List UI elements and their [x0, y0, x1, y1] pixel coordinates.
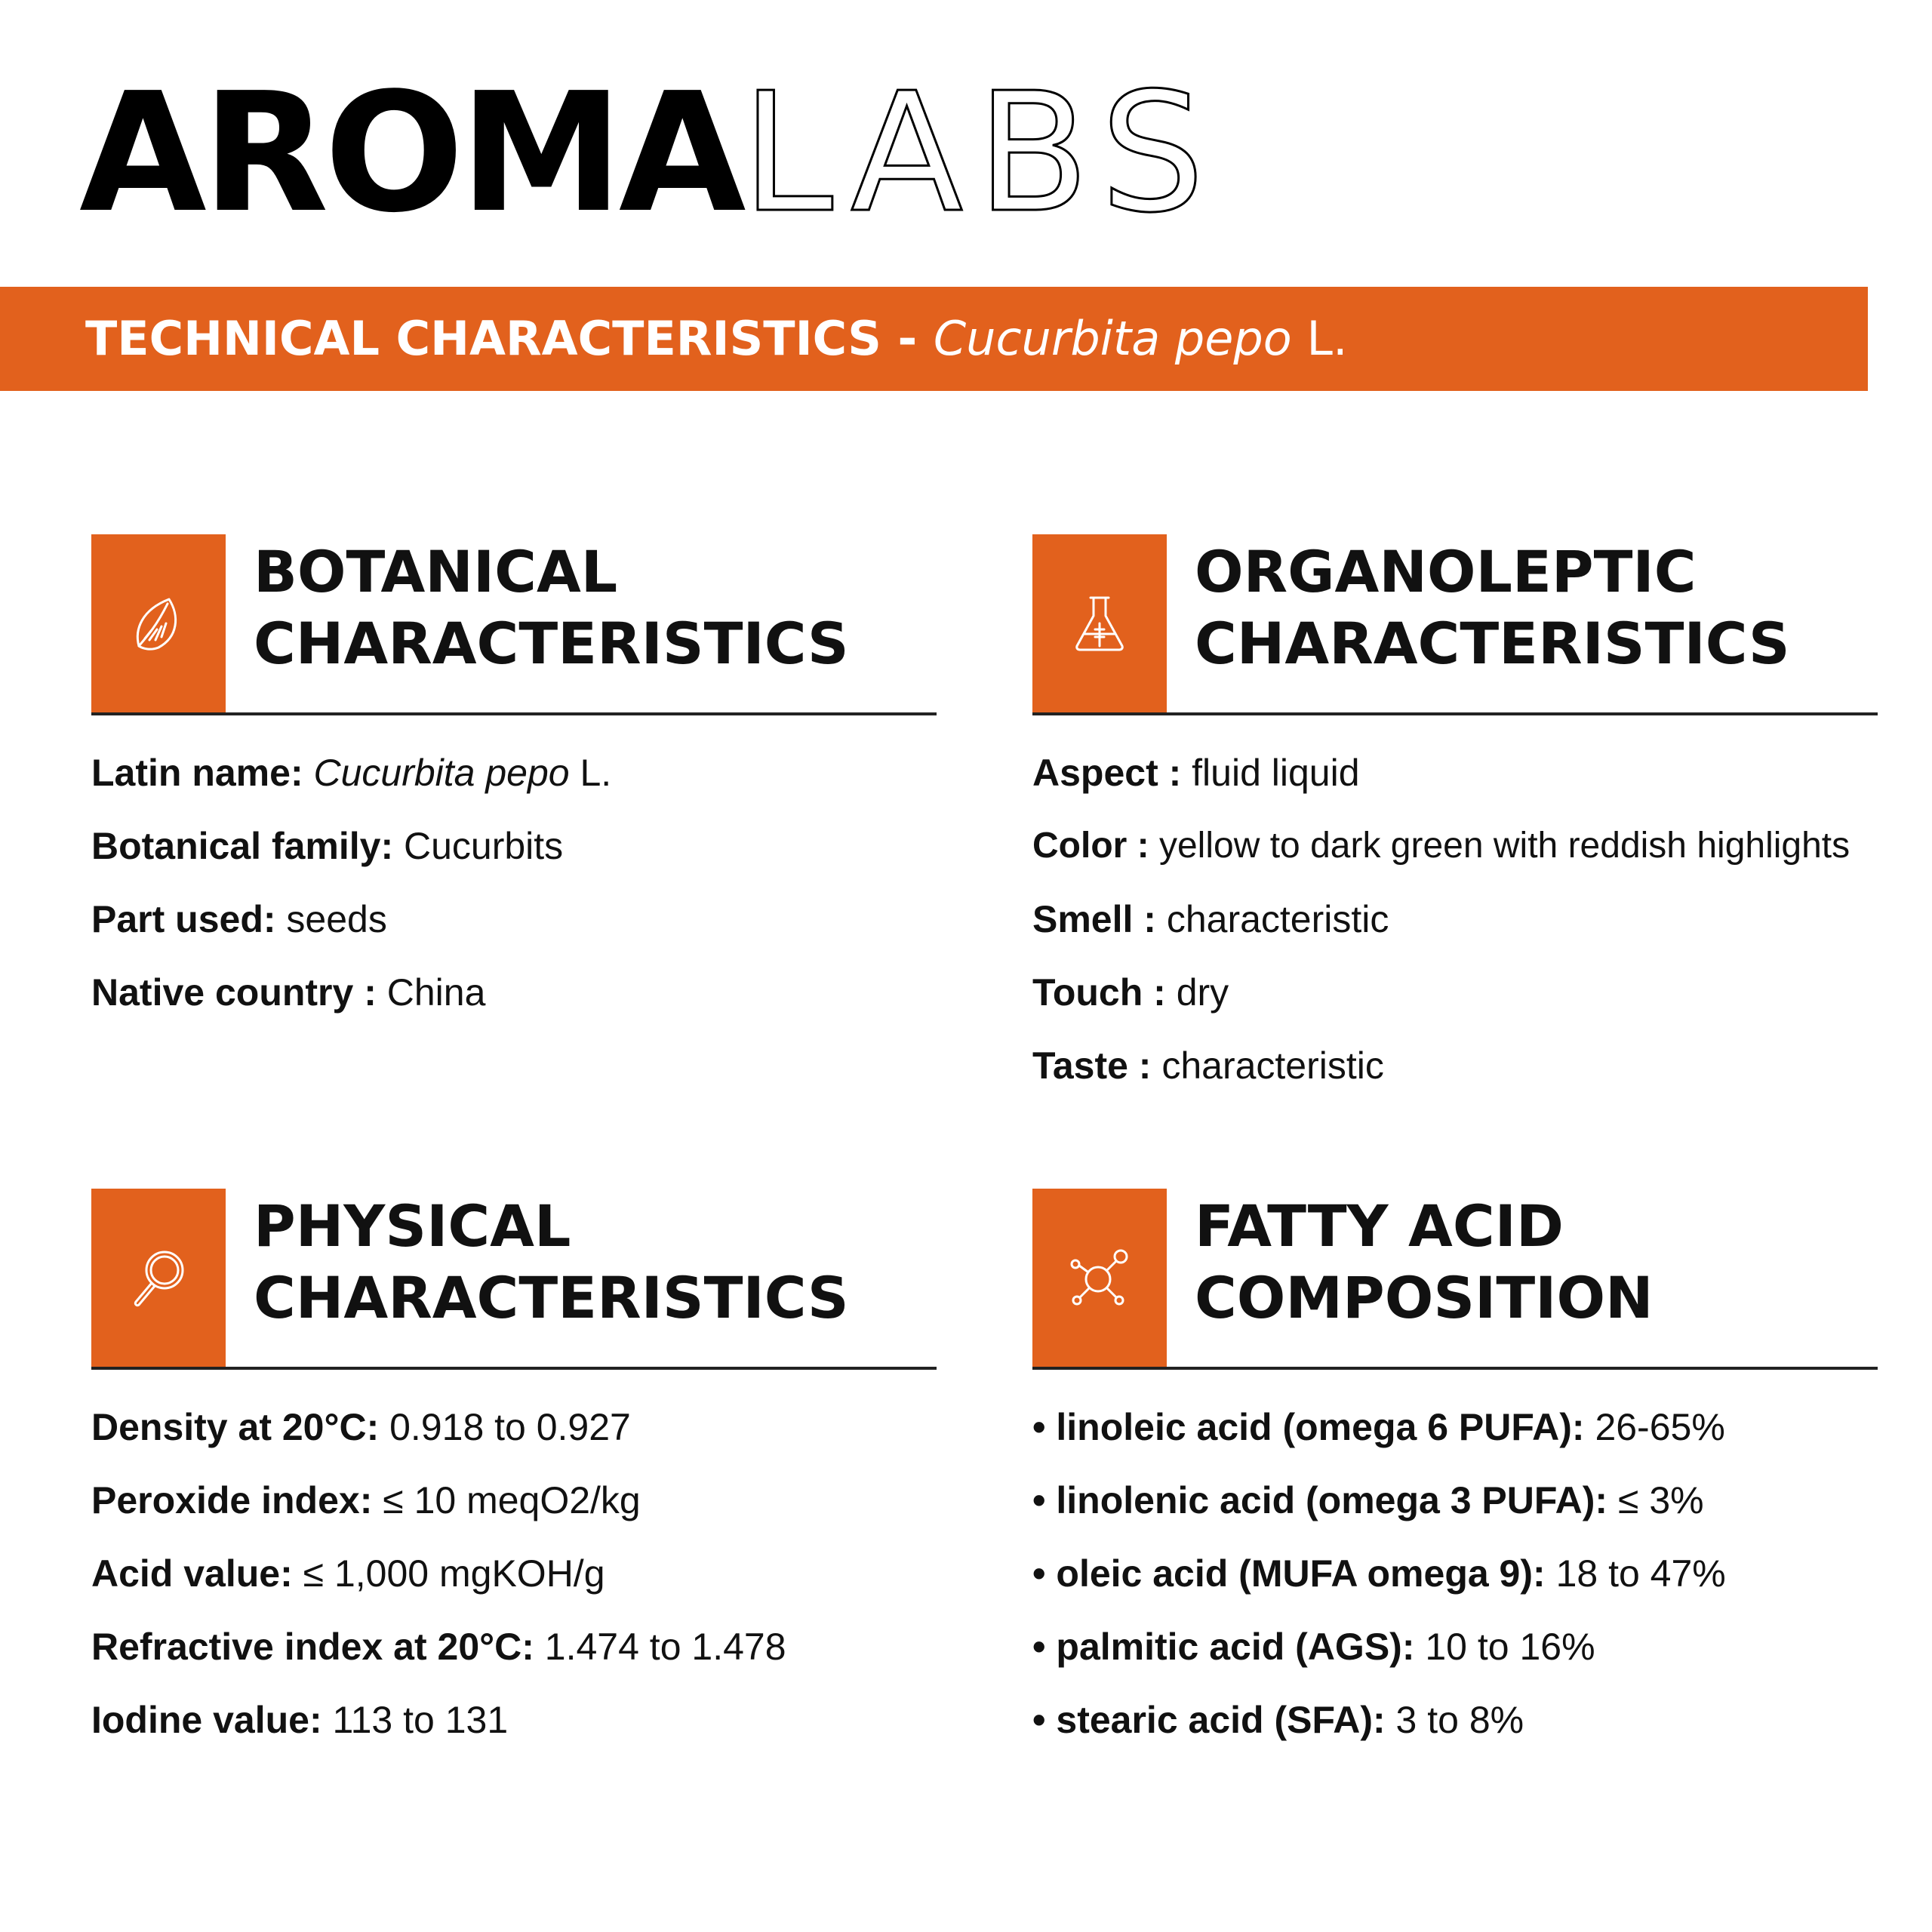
section-rows: [1032, 750, 1878, 1116]
section-physical: [91, 1189, 937, 1770]
row-label: • oleic acid (MUFA omega 9):: [1032, 1552, 1546, 1595]
row-label: • palmitic acid (AGS):: [1032, 1626, 1415, 1668]
icon-box: [91, 1189, 226, 1367]
info-row: [91, 823, 937, 897]
title-banner: [0, 287, 1868, 391]
section-header: [1032, 1189, 1878, 1370]
row-label: Touch :: [1032, 971, 1166, 1014]
row-label: Latin name:: [91, 752, 303, 794]
row-label: Botanical family:: [91, 825, 394, 867]
row-value: China: [376, 971, 486, 1014]
row-label: Acid value:: [91, 1552, 293, 1595]
info-row: [1032, 897, 1878, 970]
row-value: characteristic: [1155, 898, 1389, 940]
info-row: [1032, 1697, 1878, 1770]
info-row: [91, 750, 937, 823]
info-row: [1032, 970, 1878, 1043]
row-value: ≤ 3%: [1607, 1479, 1704, 1521]
section-header: [91, 534, 937, 715]
row-value: dry: [1165, 971, 1229, 1014]
leaf-icon: [128, 593, 189, 654]
info-row: [1032, 1404, 1878, 1478]
info-row: [91, 1478, 937, 1551]
row-value: 3 to 8%: [1385, 1699, 1524, 1741]
molecule-icon: [1069, 1247, 1130, 1308]
banner-species: Cucurbita pepo: [933, 311, 1292, 366]
info-row: [91, 1697, 937, 1770]
row-label: • linolenic acid (omega 3 PUFA):: [1032, 1479, 1608, 1521]
row-value: Cucurbits: [393, 825, 564, 867]
row-label: Color :: [1032, 826, 1149, 866]
section-title-line2: CHARACTERISTICS: [254, 1264, 849, 1331]
info-row: [1032, 1551, 1878, 1624]
info-row: [1032, 1043, 1878, 1116]
row-value: 26-65%: [1584, 1406, 1725, 1448]
banner-separator: -: [881, 311, 934, 366]
row-label: Taste :: [1032, 1044, 1152, 1087]
icon-box: [1032, 534, 1167, 712]
section-fatty-acid: [1032, 1189, 1878, 1770]
row-value: seeds: [275, 898, 387, 940]
info-row: [91, 897, 937, 970]
icon-box: [1032, 1189, 1167, 1367]
section-title-line2: COMPOSITION: [1195, 1264, 1654, 1331]
row-value: 10 to 16%: [1414, 1626, 1595, 1668]
section-title-line2: CHARACTERISTICS: [254, 610, 849, 677]
section-title-line1: FATTY ACID: [1195, 1192, 1564, 1260]
section-organoleptic: [1032, 534, 1878, 1116]
row-label: Aspect :: [1032, 752, 1182, 794]
banner-title-main: TECHNICAL CHARACTERISTICS: [85, 311, 881, 366]
row-label: Part used:: [91, 898, 276, 940]
section-title: [1195, 1190, 1654, 1334]
row-value-italic: Cucurbita pepo: [303, 752, 570, 794]
magnifier-icon: [128, 1247, 189, 1308]
row-value: 1.474 to 1.478: [534, 1626, 786, 1668]
section-title-line1: ORGANOLEPTIC: [1195, 538, 1697, 605]
info-row: [91, 1624, 937, 1697]
section-title: [254, 1190, 849, 1334]
info-row: [91, 1404, 937, 1478]
banner-title: [85, 287, 1348, 391]
row-value: characteristic: [1151, 1044, 1384, 1087]
row-label: Refractive index at 20°C:: [91, 1626, 534, 1668]
row-label: Density at 20°C:: [91, 1406, 380, 1448]
row-value: 18 to 47%: [1545, 1552, 1726, 1595]
info-row: [91, 970, 937, 1043]
section-rows: [91, 750, 937, 1043]
info-row: [1032, 1624, 1878, 1697]
brand-logo: [79, 58, 1219, 249]
row-value: 113 to 131: [321, 1699, 509, 1741]
row-value: ≤ 1,000 mgKOH/g: [292, 1552, 605, 1595]
row-label: Iodine value:: [91, 1699, 322, 1741]
banner-authority: L.: [1291, 311, 1348, 366]
row-label: Peroxide index:: [91, 1479, 373, 1521]
section-title-line2: CHARACTERISTICS: [1195, 610, 1790, 677]
section-rows: [91, 1404, 937, 1770]
info-row: [1032, 1478, 1878, 1551]
row-label: Smell :: [1032, 898, 1156, 940]
icon-box: [91, 534, 226, 712]
row-label: • linoleic acid (omega 6 PUFA):: [1032, 1406, 1585, 1448]
info-row: [1032, 750, 1878, 823]
row-label: • stearic acid (SFA):: [1032, 1699, 1386, 1741]
row-value: 0.918 to 0.927: [379, 1406, 631, 1448]
flask-icon: [1069, 593, 1130, 654]
brand-logo-labs: LABS: [741, 58, 1219, 249]
section-title: [254, 536, 849, 679]
row-label: Native country :: [91, 971, 377, 1014]
section-header: [1032, 534, 1878, 715]
section-rows: [1032, 1404, 1878, 1770]
brand-logo-aroma: AROMA: [79, 58, 742, 249]
section-title-line1: PHYSICAL: [254, 1192, 571, 1260]
section-botanical: [91, 534, 937, 1043]
section-header: [91, 1189, 937, 1370]
section-title: [1195, 536, 1790, 679]
row-value: ≤ 10 meqO2/kg: [372, 1479, 641, 1521]
row-value: L.: [569, 752, 612, 794]
row-value: fluid liquid: [1181, 752, 1360, 794]
info-row: [91, 1551, 937, 1624]
row-value: yellow to dark green with reddish highlights: [1149, 826, 1850, 866]
info-row: [1032, 823, 1878, 897]
section-title-line1: BOTANICAL: [254, 538, 618, 605]
